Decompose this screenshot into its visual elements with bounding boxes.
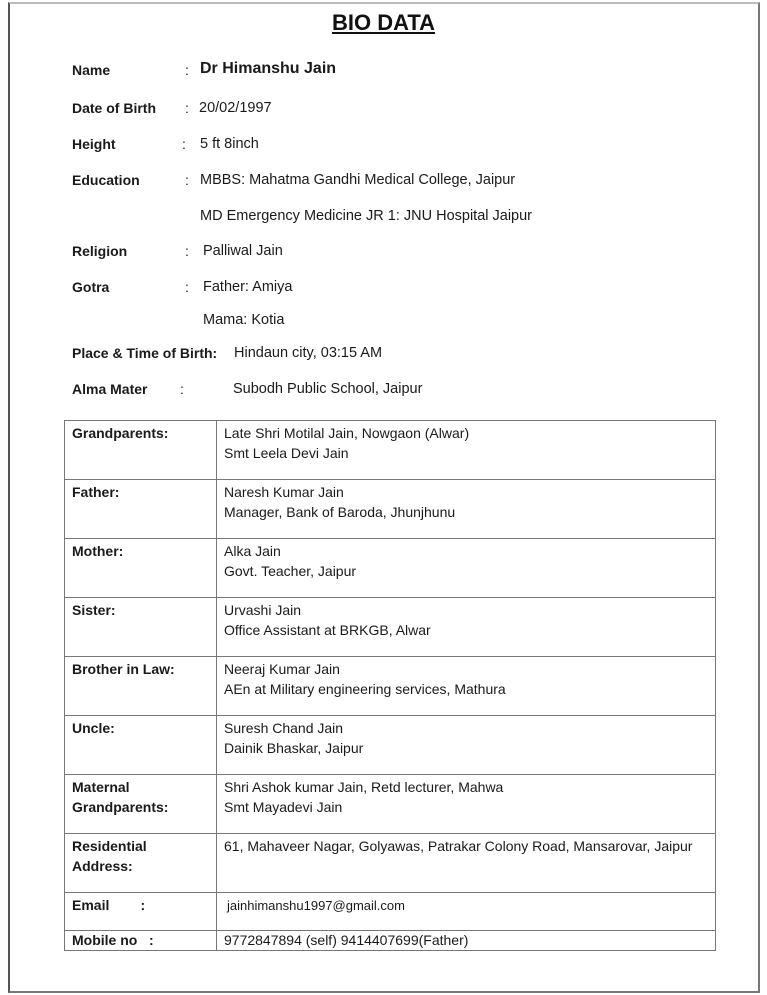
colon: : xyxy=(182,136,186,152)
colon: : xyxy=(180,381,184,397)
colon: : xyxy=(185,243,189,259)
dob-value: 20/02/1997 xyxy=(199,100,272,116)
email-link[interactable]: jainhimanshu1997@gmail.com xyxy=(227,898,405,913)
table-row xyxy=(65,775,716,834)
row-value xyxy=(217,716,716,775)
colon: : xyxy=(185,62,189,78)
gotra-label: Gotra xyxy=(72,279,110,295)
birth-value: Hindaun city, 03:15 AM xyxy=(234,345,383,361)
row-value xyxy=(217,834,716,893)
table-row xyxy=(65,539,716,598)
value-line: 61, Mahaveer Nagar, Golyawas, Patrakar Colony Road, Mansarovar, Jaipur xyxy=(224,838,693,854)
alma-label: Alma Mater xyxy=(72,381,148,397)
religion-value: Palliwal Jain xyxy=(203,243,283,259)
education-value-1: MBBS: Mahatma Gandhi Medical College, Jaipur xyxy=(200,172,516,188)
table-row xyxy=(65,480,716,539)
table-row xyxy=(65,931,716,951)
table-row xyxy=(65,657,716,716)
gotra-value-2: Mama: Kotia xyxy=(203,312,285,328)
value-line: Urvashi Jain xyxy=(224,602,302,618)
row-label: Grandparents: xyxy=(65,421,217,480)
alma-value: Subodh Public School, Jaipur xyxy=(233,381,423,397)
name-value: Dr Himanshu Jain xyxy=(200,60,337,77)
birth-label: Place & Time of Birth: xyxy=(72,345,218,361)
value-line: Naresh Kumar Jain xyxy=(224,484,344,500)
colon: : xyxy=(185,172,189,188)
page-title: BIO DATA xyxy=(331,10,436,35)
table-row xyxy=(65,421,716,480)
row-value xyxy=(217,480,716,539)
row-label: Brother in Law: xyxy=(65,657,217,716)
value-line: Manager, Bank of Baroda, Jhunjhunu xyxy=(224,503,456,520)
value-line: Govt. Teacher, Jaipur xyxy=(224,562,357,579)
row-label: Father: xyxy=(65,480,217,539)
row-value xyxy=(217,539,716,598)
education-label: Education xyxy=(72,172,140,188)
value-line: Smt Mayadevi Jain xyxy=(224,798,343,815)
table-row xyxy=(65,893,716,931)
row-label: Maternal Grandparents: xyxy=(65,775,217,834)
value-line: Smt Leela Devi Jain xyxy=(224,444,349,461)
row-value[interactable] xyxy=(217,893,716,931)
table-row xyxy=(65,716,716,775)
row-value xyxy=(217,421,716,480)
value-line: Suresh Chand Jain xyxy=(224,720,344,736)
dob-label: Date of Birth xyxy=(72,100,156,116)
row-label: Mother: xyxy=(65,539,217,598)
religion-label: Religion xyxy=(72,243,128,259)
value-line: Late Shri Motilal Jain, Nowgaon (Alwar) xyxy=(224,425,470,441)
row-label: Sister: xyxy=(65,598,217,657)
table-row xyxy=(65,834,716,893)
row-label: Residential Address: xyxy=(65,834,217,893)
row-value xyxy=(217,775,716,834)
table-row xyxy=(65,598,716,657)
colon: : xyxy=(185,100,189,116)
row-label: Uncle: xyxy=(65,716,217,775)
row-label: Email : xyxy=(65,893,217,931)
education-value-2: MD Emergency Medicine JR 1: JNU Hospital Jaipur xyxy=(200,208,532,224)
value-line: Office Assistant at BRKGB, Alwar xyxy=(224,621,431,638)
value-line: Alka Jain xyxy=(224,543,281,559)
row-label: Mobile no : xyxy=(65,931,217,951)
value-line: Neeraj Kumar Jain xyxy=(224,661,340,677)
colon: : xyxy=(185,279,189,295)
name-label: Name xyxy=(72,62,111,78)
value-line: 9772847894 (self) 9414407699(Father) xyxy=(224,932,469,948)
value-line: Dainik Bhaskar, Jaipur xyxy=(224,739,364,756)
height-value: 5 ft 8inch xyxy=(200,136,259,152)
gotra-value-1: Father: Amiya xyxy=(203,279,293,295)
row-value xyxy=(217,931,716,951)
value-line: Shri Ashok kumar Jain, Retd lecturer, Mahwa xyxy=(224,779,504,795)
height-label: Height xyxy=(72,136,116,152)
row-value xyxy=(217,657,716,716)
value-line: AEn at Military engineering services, Mathura xyxy=(224,680,506,697)
family-table xyxy=(64,420,716,951)
row-value xyxy=(217,598,716,657)
